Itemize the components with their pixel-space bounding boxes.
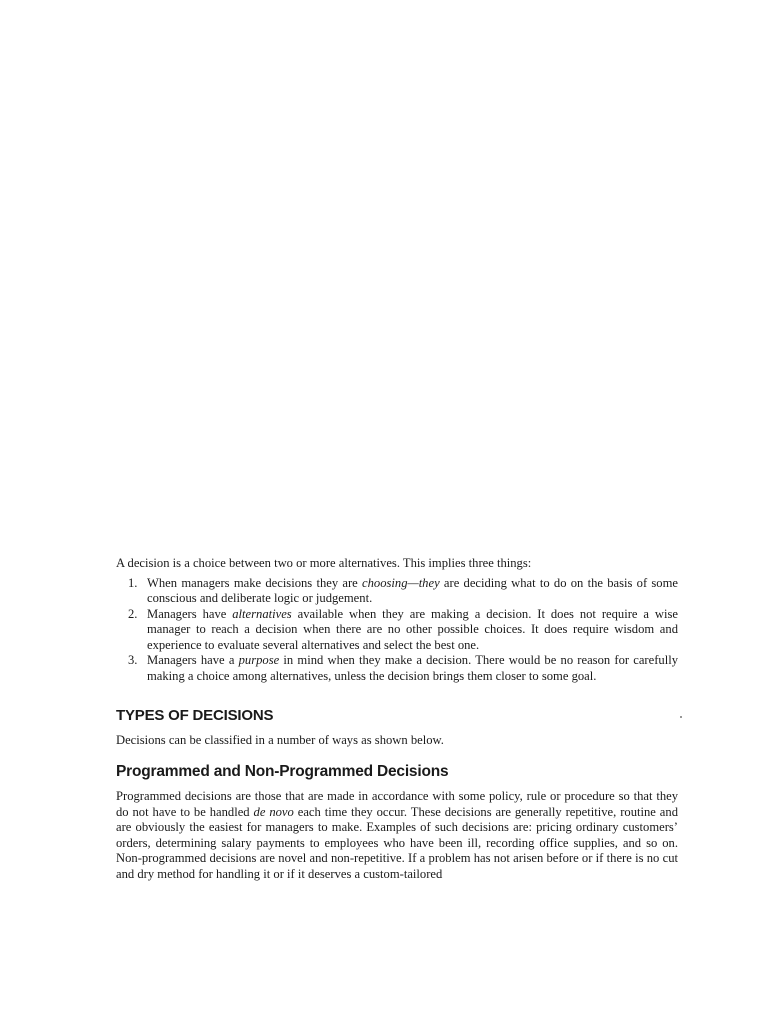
intro-paragraph: A decision is a choice between two or more alternatives. This implies three things: (116, 556, 532, 570)
types-of-decisions-paragraph: Decisions can be classified in a number of ways as shown below. (116, 732, 444, 747)
types-of-decisions-heading: TYPES OF DECISIONS (116, 707, 274, 724)
programmed-decisions-heading: Programmed and Non-Programmed Decisions (116, 762, 449, 780)
list-item-number: 1. (128, 575, 138, 590)
list-item-text: are deciding what to do on the basis of some conscious and deliberate logic or judgement. (147, 575, 678, 605)
document-page (116, 556, 678, 882)
list-item-text: in mind when they make a decision. There would be no reason for carefully making a choice among alternatives, unless the decision brings them closer to some goal. (147, 653, 679, 683)
list-item (116, 653, 678, 684)
list-item-number: 2. (128, 606, 138, 621)
list-item-text: Managers have a (147, 653, 239, 667)
list-item-text: available when they are making a decision. It does not require a wise manager to reach a decision when there are no other possible choices. It does require wisdom and experience to evaluate several alternatives and select the best one. (147, 606, 678, 652)
scan-speck (680, 716, 682, 718)
list-item-emphasis: choosing—they (362, 575, 440, 590)
paragraph-text: each time they occur. These decisions are generally repetitive, routine and are obviously the easiest for managers to make. Examples of such decisions are: pricing ordinary customers’ orders, determining salary payments to employees who have been ill, recording office supplies, and so on. Non-programmed decisions are novel and non-repetitive. If a problem has not arisen before or if there is no cut and dry method for handling it or if it deserves a custom-tailored (116, 804, 678, 881)
list-item-emphasis: purpose (238, 653, 280, 667)
programmed-decisions-paragraph (116, 789, 678, 882)
list-item-text: When managers make decisions they are (147, 575, 363, 590)
list-item-emphasis: alternatives (232, 606, 292, 621)
paragraph-emphasis: de novo (253, 804, 294, 819)
paragraph-text: Programmed decisions are those that are made in accordance with some policy, rule or procedure so that they do not have to be handled (116, 789, 678, 819)
list-item-number: 3. (128, 653, 138, 667)
list-item (116, 607, 678, 654)
points-list (116, 576, 678, 685)
list-item (116, 576, 678, 607)
list-item-text: Managers have (147, 606, 233, 621)
